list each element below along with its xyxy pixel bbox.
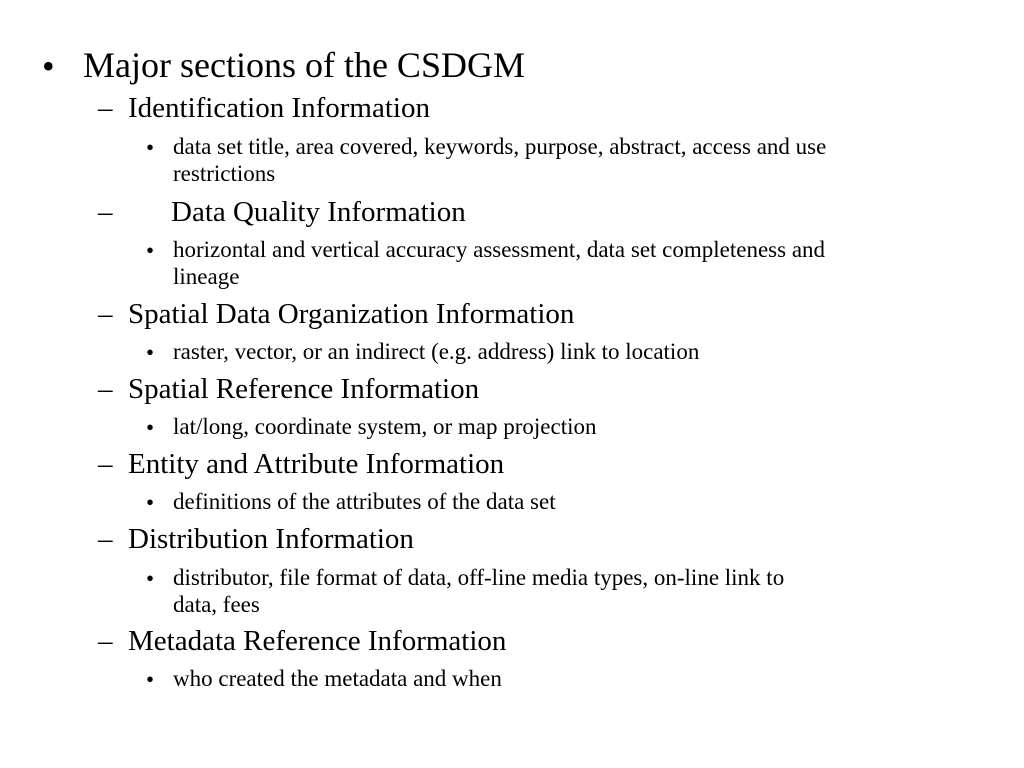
detail-bullet: •	[146, 490, 155, 515]
section-dash: –	[98, 448, 113, 480]
detail-bullet: •	[146, 135, 155, 160]
section-detail-distribution-1: distributor, file format of data, off-line media types, on-line link to	[173, 565, 785, 590]
section-dash: –	[98, 373, 113, 405]
section-detail-distribution-2: data, fees	[173, 592, 260, 617]
section-detail-entity-attribute: definitions of the attributes of the data set	[173, 489, 556, 514]
section-detail-data-quality-1: horizontal and vertical accuracy assessment, data set completeness and	[173, 237, 826, 262]
section-title-spatial-reference: Spatial Reference Information	[128, 373, 480, 405]
section-title-identification: Identification Information	[128, 92, 430, 124]
section-title-entity-attribute: Entity and Attribute Information	[128, 448, 505, 480]
section-title-data-quality: Data Quality Information	[171, 196, 466, 228]
detail-bullet: •	[146, 566, 155, 591]
heading-bullet: •	[42, 46, 55, 86]
detail-bullet: •	[146, 340, 155, 365]
detail-bullet: •	[146, 238, 155, 263]
section-dash: –	[98, 92, 113, 124]
section-detail-spatial-data-organization: raster, vector, or an indirect (e.g. address) link to location	[173, 339, 700, 364]
section-title-spatial-data-organization: Spatial Data Organization Information	[128, 298, 575, 330]
slide-heading: Major sections of the CSDGM	[83, 45, 525, 85]
section-detail-identification-2: restrictions	[173, 161, 276, 186]
section-detail-metadata-reference: who created the metadata and when	[173, 666, 502, 691]
section-dash: –	[98, 298, 113, 330]
section-title-distribution: Distribution Information	[128, 523, 414, 555]
section-title-metadata-reference: Metadata Reference Information	[128, 625, 507, 657]
section-dash: –	[98, 523, 113, 555]
detail-bullet: •	[146, 667, 155, 692]
section-detail-spatial-reference: lat/long, coordinate system, or map projection	[173, 414, 597, 439]
section-dash: –	[98, 196, 113, 228]
section-detail-identification-1: data set title, area covered, keywords, purpose, abstract, access and use	[173, 134, 827, 159]
section-detail-data-quality-2: lineage	[173, 264, 240, 289]
detail-bullet: •	[146, 415, 155, 440]
section-dash: –	[98, 625, 113, 657]
